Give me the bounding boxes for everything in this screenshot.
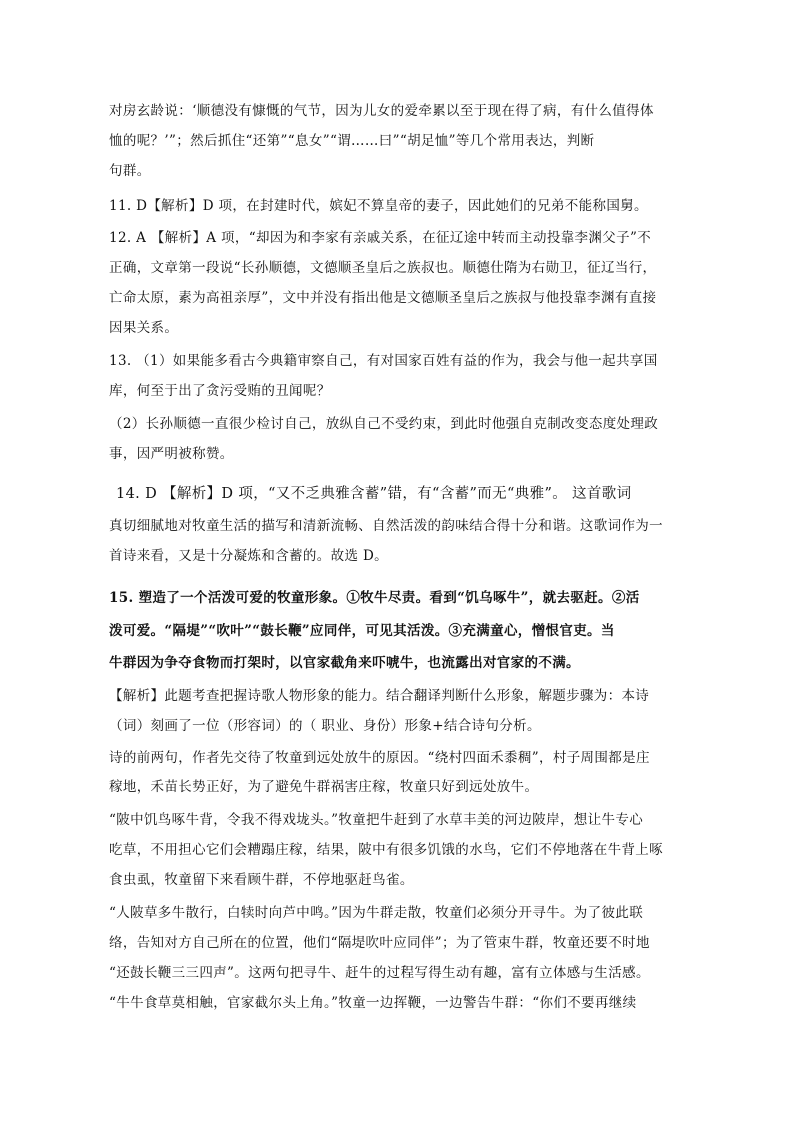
- text-line: 诗的前两句，作者先交待了牧童到远处放牛的原因。“绕村四面禾黍稠”，村子周围都是庄: [109, 750, 650, 766]
- text-line: “人陂草多牛散行，白犊时向芦中鸣。”因为牛群走散，牧童们必须分开寻牛。为了彼此联: [109, 905, 644, 921]
- text-line: 库，何至于出了贪污受贿的丑闻呢？: [109, 383, 331, 399]
- text-line: 食虫虱，牧童留下来看顾牛群，不停地驱赶鸟雀。: [109, 872, 414, 888]
- answer-11: 11. D【解析】D 项，在封建时代，嫔妃不算皇帝的妻子，因此她们的兄弟不能称国舅。: [109, 198, 648, 214]
- text-line: “还鼓长鞭三三四声”。这两句把寻牛、赶牛的过程写得生动有趣，富有立体感与生活感。: [109, 965, 650, 981]
- text-line: 句群。: [109, 163, 151, 179]
- text-line: 恤的呢？’”；然后抓住“还第”“息女”“谓……曰”“胡足恤”等几个常用表达，判断: [109, 133, 595, 149]
- answer-14: 14. D 【解析】D 项，“又不乏典雅含蓄”错，有“含蓄”而无“典雅”。 这首歌词: [116, 486, 632, 502]
- text-line: （2）长孙顺德一直很少检讨自己，放纵自己不受约束，到此时他强自克制改变态度处理政: [109, 416, 659, 432]
- text-line: 牛群因为争夺食物而打架时，以官家截角来吓唬牛，也流露出对官家的不满。: [109, 655, 580, 671]
- answer-12: 12. A 【解析】A 项，“却因为和李家有亲戚关系，在征辽途中转而主动投靠李渊父子”不: [109, 230, 652, 246]
- text-line: 亡命太原，素为高祖亲厚”，文中并没有指出他是文德顺圣皇后之族叔与他投靠李渊有直接: [109, 290, 657, 306]
- text-line: 真切细腻地对牧童生活的描写和清新流畅、自然活泼的韵味结合得十分和谐。这歌词作为一: [109, 518, 663, 534]
- text-line: 事，因严明被称赞。: [109, 446, 234, 462]
- text-line: 因果关系。: [109, 320, 179, 336]
- text-line: 稼地，禾苗长势正好，为了避免牛群祸害庄稼，牧童只好到远处放牛。: [109, 779, 539, 795]
- analysis-heading-line: 【解析】此题考查把握诗歌人物形象的能力。结合翻译判断什么形象，解题步骤为：本诗: [109, 688, 650, 704]
- text-line: “陂中饥鸟啄牛背，令我不得戏垅头。”牧童把牛赶到了水草丰美的河边陂岸，想让牛专心: [109, 812, 644, 828]
- answer-15: 15. 塑造了一个活泼可爱的牧童形象。①牧牛尽责。看到“饥乌啄牛”，就去驱赶。②活: [109, 590, 640, 606]
- text-line: 正确，文章第一段说“长孙顺德，文德顺圣皇后之族叔也。顺德仕隋为右勋卫，征辽当行，: [109, 260, 657, 276]
- text-line: 泼可爱。“隔堤”“吹叶”“鼓长鞭”应同伴，可见其活泼。③充满童心，憎恨官吏。当: [109, 623, 615, 639]
- text-line: （词）刻画了一位（形容词）的（ 职业、身份）形象+结合诗句分析。: [109, 718, 541, 734]
- text-line: 首诗来看，又是十分凝炼和含蓄的。故选 D。: [109, 548, 388, 564]
- text-line: 吃草，不用担心它们会糟蹋庄稼，结果，陂中有很多饥饿的水鸟，它们不停地落在牛背上啄: [109, 842, 663, 858]
- text-line: 对房玄龄说：‘顺德没有慷慨的气节，因为儿女的爱牵累以至于现在得了病，有什么值得体: [109, 103, 654, 119]
- answer-13: 13. （1）如果能多看古今典籍审察自己，有对国家百姓有益的作为，我会与他一起共享国: [109, 353, 658, 369]
- text-line: 络，告知对方自己所在的位置，他们“隔堤吹叶应同伴”；为了管束牛群，牧童还要不时地: [109, 935, 650, 951]
- text-line: “牛牛食草莫相触，官家截尔头上角。”牧童一边挥鞭，一边警告牛群：“你们不要再继续: [109, 995, 637, 1011]
